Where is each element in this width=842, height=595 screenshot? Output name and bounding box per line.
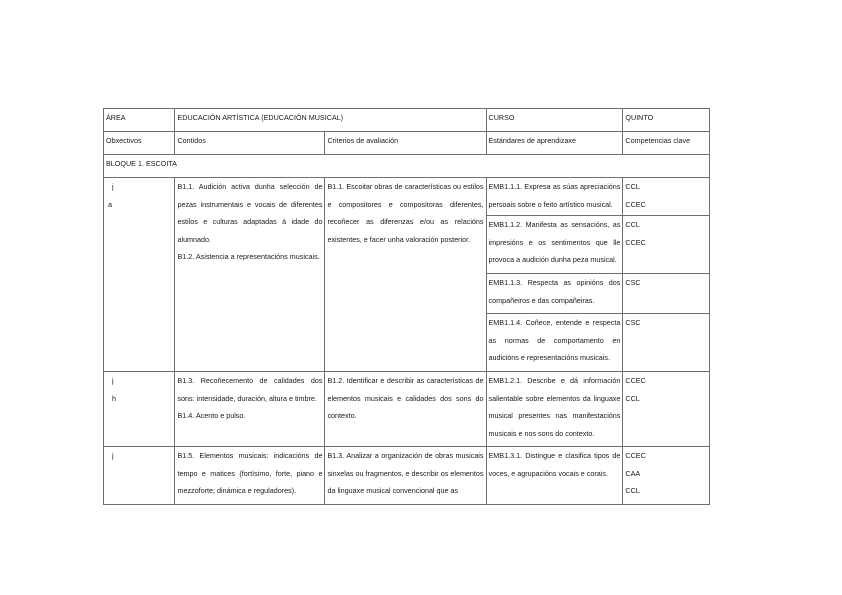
content-item: B1.3. Recoñecemento de calidades dos sons: intensidade, duración, altura e timbre. bbox=[177, 376, 323, 403]
competency-code: CCL bbox=[625, 393, 640, 403]
competencies-cell bbox=[623, 447, 710, 505]
standard-cell: EMB1.1.2. Manifesta as sensacións, as impresións e os sentimentos que lle provoca a audición dunha peza musical. bbox=[486, 216, 623, 274]
standard-cell: EMB1.1.3. Respecta as opinións dos compañeiros e das compañeiras. bbox=[486, 274, 623, 314]
content-item: B1.5. Elementos musicais: indicacións de tempo e matices (fortísimo, forte, piano e mezzoforte; dinámica e reguladores). bbox=[177, 451, 323, 495]
competency-code: CCL bbox=[625, 220, 640, 229]
column-header-objectives: Obxectivos bbox=[104, 132, 175, 155]
objective-code: j bbox=[112, 451, 114, 460]
competency-code: CCEC bbox=[625, 237, 646, 247]
curso-value: QUINTO bbox=[623, 109, 710, 132]
objective-code: j bbox=[112, 376, 114, 385]
competencies-cell bbox=[623, 274, 710, 314]
standard-cell: EMB1.3.1. Distingue e clasifica tipos de voces, e agrupacións vocais e corais. bbox=[486, 447, 623, 505]
objectives-cell bbox=[104, 447, 175, 505]
standard-cell: EMB1.2.1. Describe e dá información salientable sobre elementos da linguaxe musical presentes nas manifestacións musicais e nos sons do contexto. bbox=[486, 372, 623, 447]
competency-code: CCEC bbox=[625, 451, 646, 460]
contents-cell bbox=[175, 447, 325, 505]
criteria-cell: B1.1. Escoitar obras de características ou estilos e compositores e compositoras diferentes, recoñecer as diferenzas e/ou as relacións existentes, e facer unha valoración posterior. bbox=[325, 178, 486, 372]
column-header-contents: Contidos bbox=[175, 132, 325, 155]
table-row bbox=[104, 178, 710, 216]
column-header-competencies: Competencias clave bbox=[623, 132, 710, 155]
curso-label: CURSO bbox=[486, 109, 623, 132]
competency-code: CCEC bbox=[625, 376, 646, 385]
objective-code: a bbox=[108, 199, 112, 209]
competency-code: CAA bbox=[625, 468, 641, 478]
curriculum-table bbox=[103, 108, 710, 505]
competency-code: CCL bbox=[625, 486, 640, 495]
competencies-cell bbox=[623, 216, 710, 274]
contents-cell bbox=[175, 372, 325, 447]
objective-code: h bbox=[112, 393, 116, 403]
competency-code: CSC bbox=[625, 318, 641, 327]
content-item: B1.1. Audición activa dunha selección de pezas instrumentais e vocais de diferentes estilos e culturas adaptadas á idade do alumnado. bbox=[177, 182, 323, 244]
standard-cell: EMB1.1.1. Expresa as súas apreciacións persoais sobre o feito artístico musical. bbox=[486, 178, 623, 216]
competencies-cell bbox=[623, 178, 710, 216]
criteria-cell: B1.2. Identificar e describir as características de elementos musicais e calidades dos sons do contexto. bbox=[325, 372, 486, 447]
objective-code: j bbox=[112, 182, 114, 191]
area-value: EDUCACIÓN ARTÍSTICA (EDUCACIÓN MUSICAL) bbox=[175, 109, 486, 132]
standard-cell: EMB1.1.4. Coñece, entende e respecta as normas de comportamento en audicións e representacións musicais. bbox=[486, 314, 623, 372]
block-title-row bbox=[104, 155, 710, 178]
objectives-cell bbox=[104, 372, 175, 447]
block-title: BLOQUE 1. ESCOITA bbox=[104, 155, 710, 178]
content-item: B1.2. Asistencia a representacións musicais. bbox=[177, 252, 320, 261]
content-item: B1.4. Acento e pulso. bbox=[177, 411, 246, 420]
area-label: ÁREA bbox=[104, 109, 175, 132]
column-header-standards: Estándares de aprendizaxe bbox=[486, 132, 623, 155]
criteria-cell: B1.3. Analizar a organización de obras musicais sinxelas ou fragmentos, e describir os elementos da linguaxe musical convencional que as bbox=[325, 447, 486, 505]
competency-code: CSC bbox=[625, 278, 641, 287]
header-row bbox=[104, 109, 710, 132]
contents-cell bbox=[175, 178, 325, 372]
table-row bbox=[104, 372, 710, 447]
competency-code: CCL bbox=[625, 182, 640, 191]
column-header-criteria: Criterios de avaliación bbox=[325, 132, 486, 155]
objectives-cell bbox=[104, 178, 175, 372]
competency-code: CCEC bbox=[625, 199, 646, 209]
column-header-row bbox=[104, 132, 710, 155]
competencies-cell bbox=[623, 372, 710, 447]
competencies-cell bbox=[623, 314, 710, 372]
table-row bbox=[104, 447, 710, 505]
